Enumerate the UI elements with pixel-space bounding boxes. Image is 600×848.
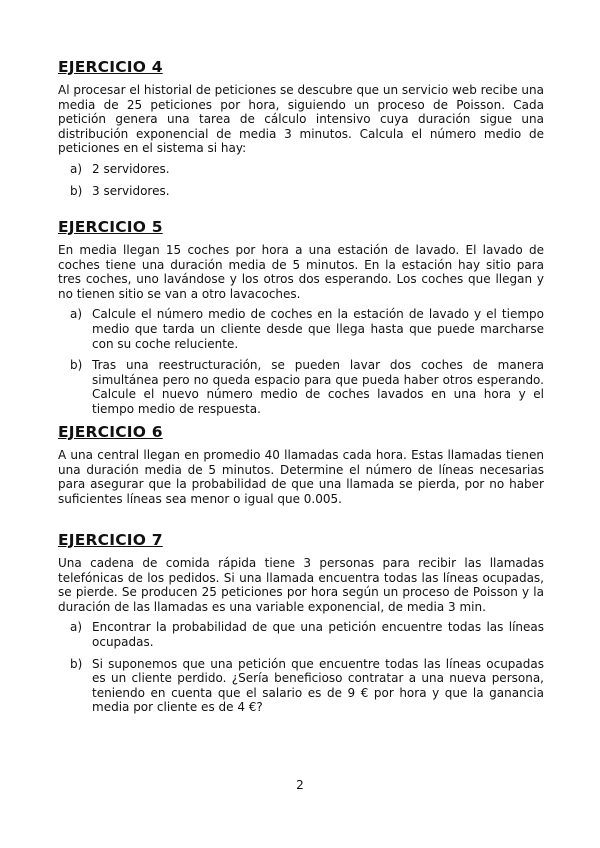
list-item [58,358,544,416]
item-text: Calcule el número medio de coches en la estación de lavado y el tiempo medio que tarda un cliente desde que llega hasta que puede marcharse con su coche reluciente. [92,307,544,351]
item-marker: a) [70,620,83,635]
item-text: Si suponemos que una petición que encuentre todas las líneas ocupadas es un cliente perdido. ¿Sería beneficioso contratar a una nueva persona, teniendo en cuenta que el salario es de 9 € por hora y que la ganancia media por cliente es de 4 €? [92,656,544,715]
item-marker: b) [70,183,83,198]
item-marker: b) [70,656,83,671]
exercise-title: EJERCICIO 5 [58,218,163,236]
document-page [58,58,544,722]
exercise-7 [58,531,544,715]
exercise-subitems [58,162,544,198]
item-marker: b) [70,358,83,373]
list-item [58,307,544,351]
page-number: 2 [296,778,304,792]
item-marker: a) [70,307,83,322]
exercise-statement: En media llegan 15 coches por hora a una estación de lavado. El lavado de coches tiene una duración media de 5 minutos. En la estación hay sitio para tres coches, uno lavándose y los otros dos esperando. Los coches que llegan y no tienen sitio se van a otro lavacoches. [58,243,544,301]
exercise-statement: Al procesar el historial de peticiones se descubre que un servicio web recibe una media de 25 peticiones por hora, siguiendo un proceso de Poisson. Cada petición genera una tarea de cálculo intensivo cuya duración sigue una distribución exponencial de media 3 minutos. Calcula el número medio de peticiones en el sistema si hay: [58,83,544,156]
exercise-6 [58,423,544,531]
list-item [58,162,544,177]
list-item [58,184,544,199]
exercise-subitems [58,620,544,715]
exercise-statement: Una cadena de comida rápida tiene 3 personas para recibir las llamadas telefónicas de los pedidos. Si una llamada encuentra todas las líneas ocupadas, se pierde. Se producen 25 peticiones por hora según un proceso de Poisson y la duración de las llamadas es una variable exponencial, de media 3 min. [58,556,544,614]
exercise-statement: A una central llegan en promedio 40 llamadas cada hora. Estas llamadas tienen una duración media de 5 minutos. Determine el número de líneas necesarias para asegurar que la probabilidad de que una llamada se pierda, por no haber suficientes líneas sea menor o igual que 0.005. [58,448,544,506]
item-marker: a) [70,161,83,176]
exercise-subitems [58,307,544,416]
exercise-4 [58,58,544,218]
exercise-title: EJERCICIO 7 [58,531,163,549]
list-item [58,620,544,649]
exercise-5 [58,218,544,423]
exercise-title: EJERCICIO 4 [58,58,163,76]
item-text: Tras una reestructuración, se pueden lavar dos coches de manera simultánea pero no queda espacio para que pueda haber otros esperando. Calcule el nuevo número medio de coches lavados en una hora y el tiempo medio de respuesta. [92,358,544,416]
exercise-title: EJERCICIO 6 [58,423,163,441]
item-text: 3 servidores. [92,183,170,198]
item-text: Encontrar la probabilidad de que una petición encuentre todas las líneas ocupadas. [92,620,544,649]
item-text: 2 servidores. [92,161,170,176]
list-item [58,657,544,715]
